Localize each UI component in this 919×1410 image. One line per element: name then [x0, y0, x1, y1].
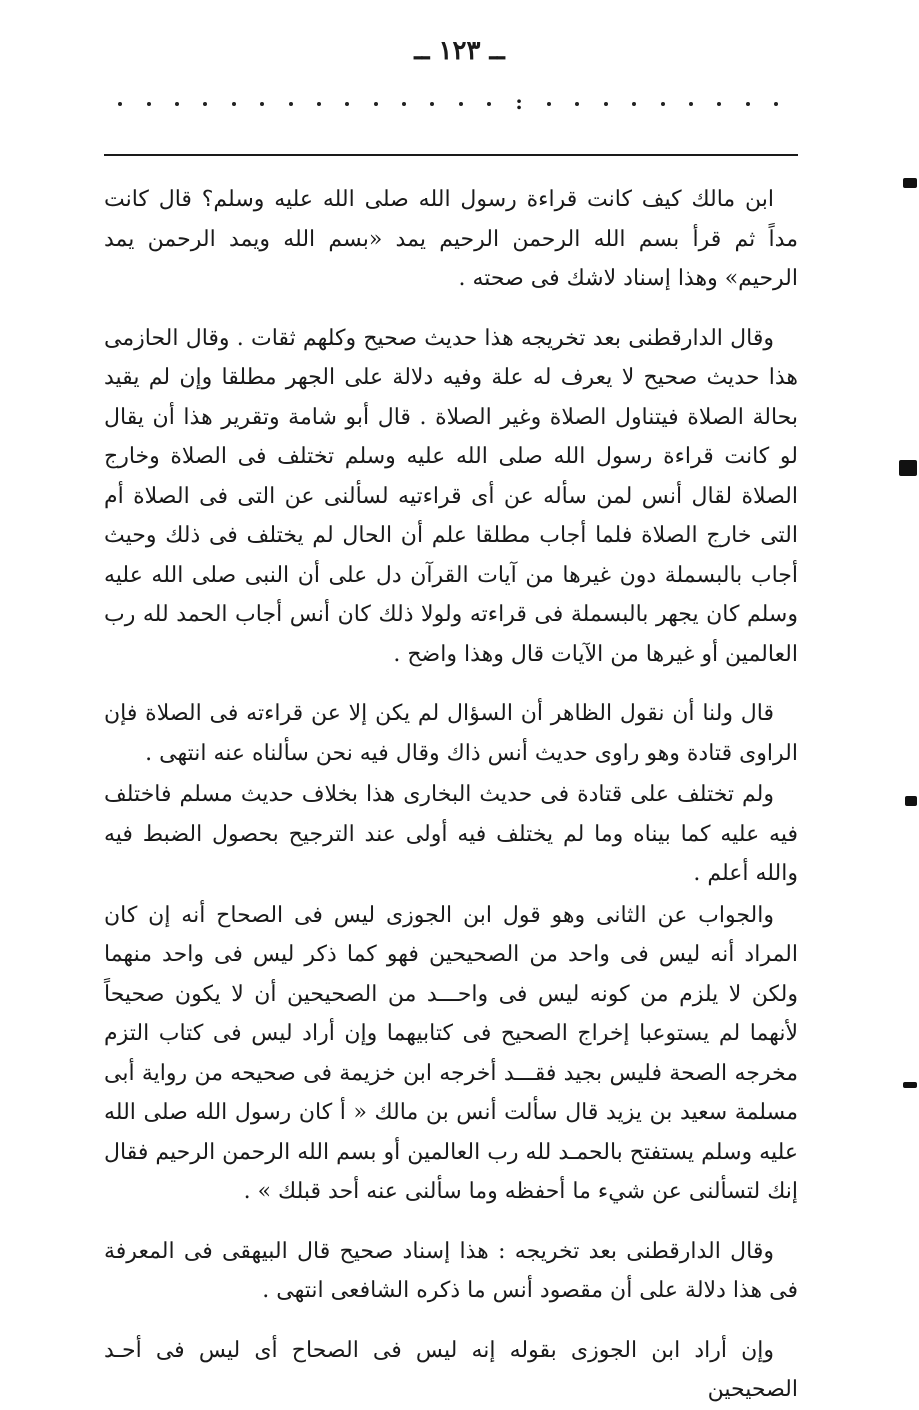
page-number: ــ ١٢٣ ــ: [414, 36, 505, 66]
paragraph-5: والجواب عن الثانى وهو قول ابن الجوزى ليس فى الصحاح أنه إن كان المراد أنه ليس فى واحد من الصحيحين فهو كما ذكر ليس فى واحد منهما ولكن لا يلزم من كونه ليس فى واحـــد من الصحيحين أن لا يكون صحيحاً لأنهما لم يستوعبا إخراج الصحيح فى كتابيهما وإن أراد ليس فى كتاب التزم مخرجه الصحة فليس بجيد فقـــد أخرجه ابن خزيمة فى صحيحه من رواية أبى مسلمة سعيد بن يزيد قال سألت أنس بن مالك « أ كان رسول الله صلى الله عليه وسلم يستفتح بالحمـد لله رب العالمين أو بسم الله الرحمن الرحيم فقال إنك لتسألنى عن شيء ما أحفظه وما سألنى عنه أحد قبلك » .: [104, 902, 799, 1204]
ornament-dot: [203, 102, 207, 106]
ornament-dot: [632, 102, 636, 106]
ornament-dot: [746, 102, 750, 106]
paragraph-7: وإن أراد ابن الجوزى بقوله إنه ليس فى الصحاح أى ليس فى أحـد الصحيحين: [104, 1337, 798, 1402]
ornament-dot: [374, 102, 378, 106]
ornament-dot: [774, 102, 778, 106]
scan-edge-mark: [903, 178, 917, 188]
ornament-dot: [147, 102, 151, 106]
ornament-dot: [661, 102, 665, 106]
paragraph-3: قال ولنا أن نقول الظاهر أن السؤال لم يكن إلا عن قراءته فى الصلاة فإن الراوى قتادة وهو راوى حديث أنس ذاك وقال فيه نحن سألناه عنه انتهى .: [104, 701, 798, 766]
ornament-dot: [689, 102, 693, 106]
ornament-dot: [547, 102, 551, 106]
body-text: [104, 180, 798, 1410]
ornament-colon: :: [515, 90, 523, 114]
ornament-dot: [604, 102, 608, 106]
ornament-dot: [717, 102, 721, 106]
ornamental-dot-row: [118, 92, 778, 112]
scan-edge-mark: [899, 460, 917, 476]
paragraph-4: ولم تختلف على قتادة فى حديث البخارى هذا بخلاف حديث مسلم فاختلف فيه عليه كما بيناه وما لم يختلف فيه أولى عند الترجيح بحصول الضبط فيه والله أعلم .: [104, 782, 798, 886]
ornament-dot: [487, 102, 491, 106]
scan-edge-mark: [903, 1082, 917, 1088]
ornament-dot: [289, 102, 293, 106]
ornament-dot: [402, 102, 406, 106]
ornament-dot: [232, 102, 236, 106]
ornament-dot: [175, 102, 179, 106]
ornament-dot: [317, 102, 321, 106]
ornament-dot: [575, 102, 579, 106]
paragraph-2: وقال الدارقطنى بعد تخريجه هذا حديث صحيح وكلهم ثقات . وقال الحازمى هذا حديث صحيح لا يعرف له علة وفيه دلالة على الجهر مطلقا وإن لم يقيد بحالة الصلاة فيتناول الصلاة وغير الصلاة . قال أبو شامة وتقرير هذا أن يقال لو كانت قراءة رسول الله صلى الله عليه وسلم تختلف فى الصلاة وخارج الصلاة لقال أنس لمن سأله عن أى قراءتيه لسألنى عن التى فى الصلاة أم التى خارج الصلاة فلما أجاب مطلقا علم أن الحال لم يختلف فى ذلك وحيث أجاب بالبسملة دون غيرها من آيات القرآن دل على أن النبى صلى الله عليه وسلم كان يجهر بالبسملة فى قراءته ولولا ذلك كان أنس أجاب الحمد لله رب العالمين أو غيرها من الآيات قال وهذا واضح .: [104, 325, 798, 667]
ornament-dot: [260, 102, 264, 106]
header-rule: [104, 154, 798, 156]
paragraph-6: وقال الدارقطنى بعد تخريجه : هذا إسناد صحيح قال البيهقى فى المعرفة فى هذا دلالة على أن مقصود أنس ما ذكره الشافعى انتهى .: [104, 1238, 798, 1303]
ornament-dot: [459, 102, 463, 106]
ornament-dot: [118, 102, 122, 106]
scan-edge-mark: [905, 796, 917, 806]
ornament-dot: [430, 102, 434, 106]
paragraph-1: ابن مالك كيف كانت قراءة رسول الله صلى الله عليه وسلم؟ قال كانت مداً ثم قرأ بسم الله الرحمن الرحيم يمد «بسم الله ويمد الرحمن يمد الرحيم» وهذا إسناد لاشك فى صحته .: [104, 187, 798, 291]
ornament-dot: [345, 102, 349, 106]
